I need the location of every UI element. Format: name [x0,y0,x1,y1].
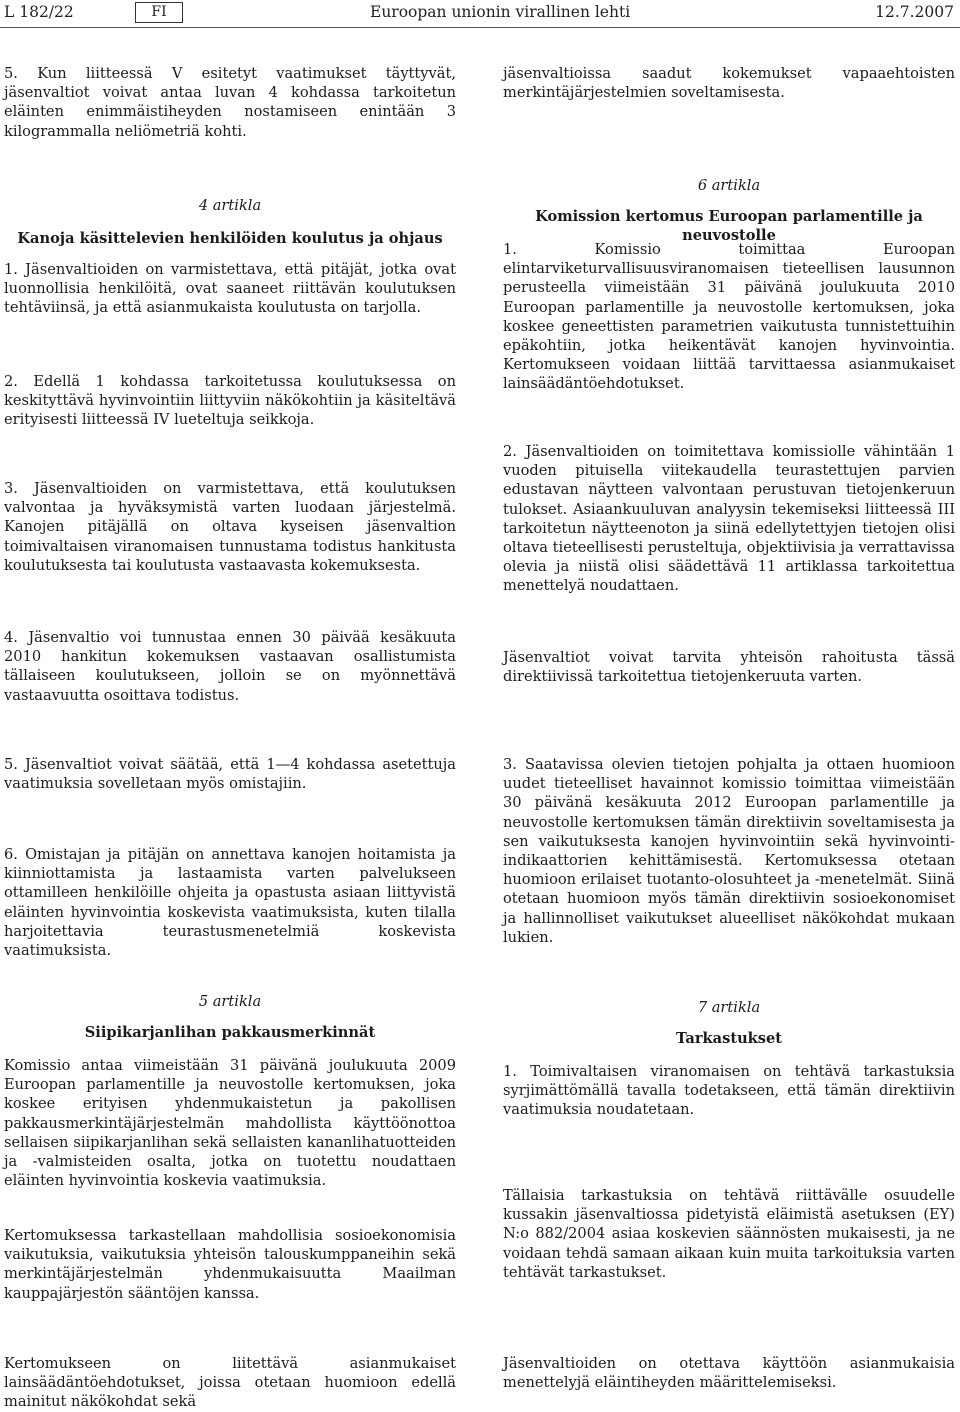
article-7-paragraph-1: 1. Toimivaltaisen viranomaisen on tehtävä tarkastuksia syrjimättömällä tavalla todetakseen, että tämän direktiivin vaatimuksia noudatetaan. [503,1063,955,1119]
article-5-paragraph-3: Kertomukseen on liitettävä asianmukaiset lainsäädäntöehdotukset, joissa otetaan huomioon edellä mainitut näkökohdat sekä [4,1355,456,1411]
article-6-paragraph-2: 2. Jäsenvaltioiden on toimitettava komissiolle vähintään 1 vuoden pituisella viitekaudella teurastettujen parvien edustavan näytteen valvontaan perustuvan tietojenkeruun tulokset. Asiaankuuluvan analyysin tekemiseksi liitteessä III tarkoitetun näytteenoton ja siinä edellytettyjen tietojen olisi oltava tieteellisesti perusteltuja, objektiivisia ja verrattavissa olevia ja niistä olisi säädettävä 11 artiklassa tarkoitettua menettelyä noudattaen. [503,443,955,595]
article-4-paragraph-6: 6. Omistajan ja pitäjän on annettava kanojen hoitamista ja kiinniottamista ja lastaamista varten palvelukseen ottamilleen henkilöille ohjeita ja opastusta asiaan liittyvistä eläinten hyvinvointia koskevista vaatimuksista, kuten tilalla harjoitettavia teurastusmenetelmiä koskevista vaatimuksista. [4,846,456,960]
page-header [0,0,960,24]
header-rule [0,27,960,28]
article-4-paragraph-1: 1. Jäsenvaltioiden on varmistettava, että pitäjät, jotka ovat luonnollisia henkilöitä, ovat saaneet riittävän koulutuksen tehtäviinsä, ja että asianmukaista koulutusta on tarjolla. [4,261,456,317]
page-number: L 182/22 [4,3,74,21]
article-4-paragraph-5: 5. Jäsenvaltiot voivat säätää, että 1—4 kohdassa asetettuja vaatimuksia sovelletaan myös omistajiin. [4,756,456,793]
paragraph-art3-5: 5. Kun liitteessä V esitetyt vaatimukset täyttyvät, jäsenvaltiot voivat antaa luvan 4 kohdassa tarkoitetun eläinten enimmäistiheyden nostamiseen enintään 3 kilogrammalla neliömetriä kohti. [4,65,456,140]
article-6-paragraph-1: 1. Komissio toimittaa Euroopan elintarviketurvallisuusviranomaisen tieteellisen lausunnon perusteella viimeistään 31 päivänä joulukuuta 2010 Euroopan parlamentille ja neuvostolle kertomuksen, joka koskee geneettisten parametrien vaikutusta tunnistettuihin epäkohtiin, jotka heikentävät kanojen hyvinvointia. Kertomukseen voidaan liittää tarvittaessa asianmukaiset lainsäädäntöehdotukset. [503,241,955,393]
publication-date: 12.7.2007 [875,3,954,21]
article-7-title: Tarkastukset [675,1030,783,1047]
article-6-paragraph-3: 3. Saatavissa olevien tietojen pohjalta ja ottaen huomioon uudet tieteelliset havainnot komissio toimittaa viimeistään 30 päivänä kesäkuuta 2012 Euroopan parlamentille ja neuvostolle kertomuksen tämän direktiivin soveltamisesta ja sen vaikutuksesta kanojen hyvinvointiin sekä hyvinvointi-indikaattorien kehittämisestä. Kertomuksessa otetaan huomioon erilaiset tuotanto-olosuhteet ja -menetelmät. Siinä otetaan huomioon myös tämän direktiivin sosioekonomiset ja hallinnolliset vaikutukset alueelliset näkökohdat mukaan lukien. [503,756,955,946]
article-7-number: 7 artikla [697,999,761,1016]
article-5-title: Siipikarjanlihan pakkausmerkinnät [84,1024,376,1041]
language-code-box: FI [135,2,183,23]
article-6-paragraph-2-funding: Jäsenvaltiot voivat tarvita yhteisön rahoitusta tässä direktiivissä tarkoitettua tietojenkeruuta varten. [503,649,955,686]
article-5-paragraph-1: Komissio antaa viimeistään 31 päivänä joulukuuta 2009 Euroopan parlamentille ja neuvostolle kertomuksen, joka koskee erityisen yhdenmukaistetun ja pakollisen pakkausmerkintäjärjestelmän mahdollista käyttöönottoa sellaisen siipikarjanlihan sekä sellaisten kananlihatuotteiden ja -valmisteiden osalta, jotka on tuotettu noudattaen eläinten hyvinvointia koskevia vaatimuksia. [4,1057,456,1190]
article-5-number: 5 artikla [198,993,262,1010]
article-4-title: Kanoja käsittelevien henkilöiden koulutus ja ohjaus [17,230,443,247]
article-5-paragraph-2: Kertomuksessa tarkastellaan mahdollisia sosioekonomisia vaikutuksia, vaikutuksia yhteisön talouskumppaneihin sekä merkintäjärjestelmän yhdenmukaisuutta Maailman kauppajärjestön sääntöjen kanssa. [4,1227,456,1302]
article-4-paragraph-2: 2. Edellä 1 kohdassa tarkoitetussa koulutuksessa on keskityttävä hyvinvointiin liittyviin näkökohtiin ja käsiteltävä erityisesti liitteessä IV lueteltuja seikkoja. [4,373,456,429]
article-6-title: Komission kertomus Euroopan parlamentille ja neuvostolle [535,208,923,245]
article-6-number: 6 artikla [697,177,761,194]
article-4-number: 4 artikla [198,197,262,214]
article-7-paragraph-1-density: Jäsenvaltioiden on otettava käyttöön asianmukaisia menettelyjä eläintiheyden määrittelemiseksi. [503,1355,955,1392]
continued-paragraph: jäsenvaltioissa saadut kokemukset vapaaehtoisten merkintäjärjestelmien soveltamisesta. [503,65,955,102]
article-7-paragraph-1-scope: Tällaisia tarkastuksia on tehtävä riittävälle osuudelle kussakin jäsenvaltiossa pidetyistä eläimistä asetuksen (EY) N:o 882/2004 asiaa koskevien säännösten mukaisesti, ja ne voidaan tehdä samaan aikaan kuin muita tarkoituksia varten tehtävät tarkastukset. [503,1187,955,1281]
article-4-paragraph-4: 4. Jäsenvaltio voi tunnustaa ennen 30 päivää kesäkuuta 2010 hankitun kokemuksen vastaavan osallistumista tällaiseen koulutukseen, jolloin se on myönnettävä vastaavuutta osoittava todistus. [4,629,456,704]
article-4-paragraph-3: 3. Jäsenvaltioiden on varmistettava, että koulutuksen valvontaa ja hyväksymistä varten luodaan järjestelmä. Kanojen pitäjällä on oltava kyseisen jäsenvaltion toimivaltaisen viranomaisen tunnustama todistus hankitusta koulutuksesta tai koulutusta vastaavasta kokemuksesta. [4,480,456,574]
journal-title: Euroopan unionin virallinen lehti [370,3,631,21]
